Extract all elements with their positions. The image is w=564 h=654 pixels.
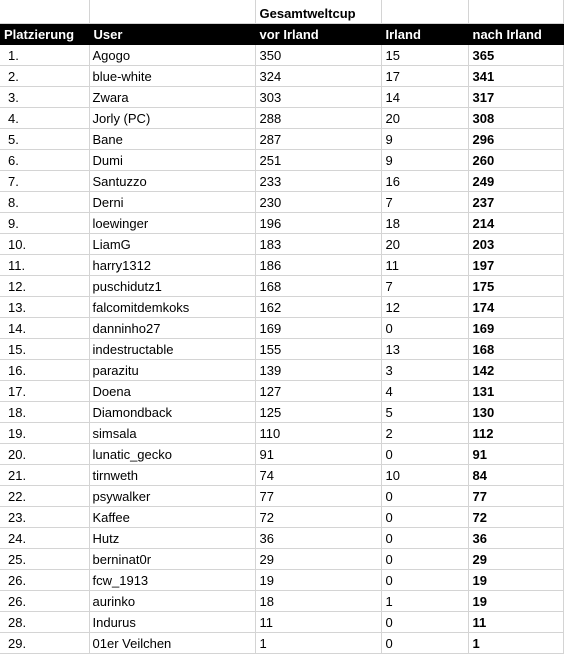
user-cell[interactable]: Indurus <box>89 612 255 633</box>
table-row <box>0 150 563 171</box>
user-cell[interactable]: psywalker <box>89 486 255 507</box>
rank-cell[interactable]: 24. <box>0 528 89 549</box>
vor-irland-cell[interactable]: 186 <box>255 255 381 276</box>
irland-cell[interactable]: 0 <box>381 444 468 465</box>
nach-irland-cell[interactable]: 169 <box>468 318 563 339</box>
table-row <box>0 234 563 255</box>
nach-irland-cell[interactable]: 36 <box>468 528 563 549</box>
user-cell[interactable]: Doena <box>89 381 255 402</box>
table-row <box>0 276 563 297</box>
rank-cell[interactable]: 2. <box>0 66 89 87</box>
table-row <box>0 171 563 192</box>
vor-irland-cell[interactable]: 74 <box>255 465 381 486</box>
header-user[interactable]: User <box>89 24 255 45</box>
irland-cell[interactable]: 0 <box>381 633 468 654</box>
irland-cell[interactable]: 0 <box>381 612 468 633</box>
irland-cell[interactable]: 7 <box>381 192 468 213</box>
group-title-cell[interactable]: Gesamtweltcup <box>255 0 381 24</box>
nach-irland-cell[interactable]: 84 <box>468 465 563 486</box>
vor-irland-cell[interactable]: 162 <box>255 297 381 318</box>
table-row <box>0 66 563 87</box>
vor-irland-cell[interactable]: 91 <box>255 444 381 465</box>
table-row <box>0 108 563 129</box>
table-row <box>0 528 563 549</box>
irland-cell[interactable]: 2 <box>381 423 468 444</box>
user-cell[interactable]: Santuzzo <box>89 171 255 192</box>
vor-irland-cell[interactable]: 77 <box>255 486 381 507</box>
table-row <box>0 339 563 360</box>
nach-irland-cell[interactable]: 112 <box>468 423 563 444</box>
user-cell[interactable]: simsala <box>89 423 255 444</box>
nach-irland-cell[interactable]: 237 <box>468 192 563 213</box>
irland-cell[interactable]: 0 <box>381 549 468 570</box>
nach-irland-cell[interactable]: 249 <box>468 171 563 192</box>
user-cell[interactable]: lunatic_gecko <box>89 444 255 465</box>
user-cell[interactable]: aurinko <box>89 591 255 612</box>
nach-irland-cell[interactable]: 260 <box>468 150 563 171</box>
table-row <box>0 297 563 318</box>
irland-cell[interactable]: 0 <box>381 570 468 591</box>
vor-irland-cell[interactable]: 324 <box>255 66 381 87</box>
nach-irland-cell[interactable]: 365 <box>468 45 563 66</box>
table-row <box>0 255 563 276</box>
vor-irland-cell[interactable]: 350 <box>255 45 381 66</box>
nach-irland-cell[interactable]: 1 <box>468 633 563 654</box>
nach-irland-cell[interactable]: 174 <box>468 297 563 318</box>
table-row <box>0 381 563 402</box>
vor-irland-cell[interactable]: 125 <box>255 402 381 423</box>
rank-cell[interactable]: 25. <box>0 549 89 570</box>
irland-cell[interactable]: 17 <box>381 66 468 87</box>
user-cell[interactable]: indestructable <box>89 339 255 360</box>
user-cell[interactable]: Diamondback <box>89 402 255 423</box>
nach-irland-cell[interactable]: 168 <box>468 339 563 360</box>
rank-cell[interactable]: 1. <box>0 45 89 66</box>
vor-irland-cell[interactable]: 29 <box>255 549 381 570</box>
rank-cell[interactable]: 28. <box>0 612 89 633</box>
vor-irland-cell[interactable]: 127 <box>255 381 381 402</box>
rank-cell[interactable]: 29. <box>0 633 89 654</box>
table-row <box>0 570 563 591</box>
rank-cell[interactable]: 20. <box>0 444 89 465</box>
rank-cell[interactable]: 15. <box>0 339 89 360</box>
vor-irland-cell[interactable]: 18 <box>255 591 381 612</box>
title-row <box>0 0 563 24</box>
vor-irland-cell[interactable]: 288 <box>255 108 381 129</box>
user-cell[interactable]: parazitu <box>89 360 255 381</box>
user-cell[interactable]: Bane <box>89 129 255 150</box>
nach-irland-cell[interactable]: 142 <box>468 360 563 381</box>
cell-d1[interactable] <box>381 0 468 24</box>
nach-irland-cell[interactable]: 341 <box>468 66 563 87</box>
user-cell[interactable]: berninat0r <box>89 549 255 570</box>
cell-b1[interactable] <box>89 0 255 24</box>
irland-cell[interactable]: 7 <box>381 276 468 297</box>
table-row <box>0 633 563 654</box>
vor-irland-cell[interactable]: 139 <box>255 360 381 381</box>
vor-irland-cell[interactable]: 110 <box>255 423 381 444</box>
cell-e1[interactable] <box>468 0 563 24</box>
rank-cell[interactable]: 4. <box>0 108 89 129</box>
table-row <box>0 318 563 339</box>
vor-irland-cell[interactable]: 1 <box>255 633 381 654</box>
rank-cell[interactable]: 21. <box>0 465 89 486</box>
irland-cell[interactable]: 4 <box>381 381 468 402</box>
user-cell[interactable]: Jorly (PC) <box>89 108 255 129</box>
irland-cell[interactable]: 12 <box>381 297 468 318</box>
user-cell[interactable]: tirnweth <box>89 465 255 486</box>
rank-cell[interactable]: 23. <box>0 507 89 528</box>
irland-cell[interactable]: 11 <box>381 255 468 276</box>
user-cell[interactable]: Zwara <box>89 87 255 108</box>
header-row <box>0 24 563 45</box>
vor-irland-cell[interactable]: 11 <box>255 612 381 633</box>
rank-cell[interactable]: 12. <box>0 276 89 297</box>
irland-cell[interactable]: 0 <box>381 528 468 549</box>
vor-irland-cell[interactable]: 287 <box>255 129 381 150</box>
nach-irland-cell[interactable]: 130 <box>468 402 563 423</box>
vor-irland-cell[interactable]: 19 <box>255 570 381 591</box>
rank-cell[interactable]: 19. <box>0 423 89 444</box>
table-row <box>0 192 563 213</box>
table-row <box>0 465 563 486</box>
table-row <box>0 213 563 234</box>
table-row <box>0 360 563 381</box>
nach-irland-cell[interactable]: 296 <box>468 129 563 150</box>
rank-cell[interactable]: 11. <box>0 255 89 276</box>
irland-cell[interactable]: 16 <box>381 171 468 192</box>
nach-irland-cell[interactable]: 131 <box>468 381 563 402</box>
rank-cell[interactable]: 3. <box>0 87 89 108</box>
cell-a1[interactable] <box>0 0 89 24</box>
user-cell[interactable]: Hutz <box>89 528 255 549</box>
vor-irland-cell[interactable]: 155 <box>255 339 381 360</box>
user-cell[interactable]: Derni <box>89 192 255 213</box>
table-row <box>0 129 563 150</box>
rank-cell[interactable]: 13. <box>0 297 89 318</box>
user-cell[interactable]: LiamG <box>89 234 255 255</box>
user-cell[interactable]: falcomitdemkoks <box>89 297 255 318</box>
nach-irland-cell[interactable]: 91 <box>468 444 563 465</box>
rank-cell[interactable]: 10. <box>0 234 89 255</box>
header-vor-irland[interactable]: vor Irland <box>255 24 381 45</box>
user-cell[interactable]: Kaffee <box>89 507 255 528</box>
rank-cell[interactable]: 9. <box>0 213 89 234</box>
nach-irland-cell[interactable]: 72 <box>468 507 563 528</box>
user-cell[interactable]: loewinger <box>89 213 255 234</box>
user-cell[interactable]: Agogo <box>89 45 255 66</box>
irland-cell[interactable]: 20 <box>381 234 468 255</box>
nach-irland-cell[interactable]: 197 <box>468 255 563 276</box>
nach-irland-cell[interactable]: 203 <box>468 234 563 255</box>
rank-cell[interactable]: 16. <box>0 360 89 381</box>
irland-cell[interactable]: 1 <box>381 591 468 612</box>
vor-irland-cell[interactable]: 303 <box>255 87 381 108</box>
header-platzierung[interactable]: Platzierung <box>0 24 89 45</box>
rank-cell[interactable]: 17. <box>0 381 89 402</box>
irland-cell[interactable]: 0 <box>381 486 468 507</box>
table-row <box>0 444 563 465</box>
header-irland[interactable]: Irland <box>381 24 468 45</box>
vor-irland-cell[interactable]: 230 <box>255 192 381 213</box>
table-row <box>0 402 563 423</box>
vor-irland-cell[interactable]: 36 <box>255 528 381 549</box>
irland-cell[interactable]: 3 <box>381 360 468 381</box>
vor-irland-cell[interactable]: 251 <box>255 150 381 171</box>
rank-cell[interactable]: 26. <box>0 570 89 591</box>
irland-cell[interactable]: 13 <box>381 339 468 360</box>
rank-cell[interactable]: 22. <box>0 486 89 507</box>
nach-irland-cell[interactable]: 214 <box>468 213 563 234</box>
rank-cell[interactable]: 26. <box>0 591 89 612</box>
nach-irland-cell[interactable]: 175 <box>468 276 563 297</box>
user-cell[interactable]: harry1312 <box>89 255 255 276</box>
vor-irland-cell[interactable]: 72 <box>255 507 381 528</box>
nach-irland-cell[interactable]: 19 <box>468 591 563 612</box>
irland-cell[interactable]: 9 <box>381 150 468 171</box>
user-cell[interactable]: Dumi <box>89 150 255 171</box>
irland-cell[interactable]: 0 <box>381 318 468 339</box>
vor-irland-cell[interactable]: 168 <box>255 276 381 297</box>
table-row <box>0 486 563 507</box>
vor-irland-cell[interactable]: 196 <box>255 213 381 234</box>
vor-irland-cell[interactable]: 183 <box>255 234 381 255</box>
nach-irland-cell[interactable]: 11 <box>468 612 563 633</box>
irland-cell[interactable]: 5 <box>381 402 468 423</box>
irland-cell[interactable]: 18 <box>381 213 468 234</box>
table-row <box>0 423 563 444</box>
rank-cell[interactable]: 7. <box>0 171 89 192</box>
table-row <box>0 87 563 108</box>
table-row <box>0 612 563 633</box>
rank-cell[interactable]: 8. <box>0 192 89 213</box>
irland-cell[interactable]: 14 <box>381 87 468 108</box>
nach-irland-cell[interactable]: 317 <box>468 87 563 108</box>
user-cell[interactable]: puschidutz1 <box>89 276 255 297</box>
user-cell[interactable]: fcw_1913 <box>89 570 255 591</box>
rank-cell[interactable]: 5. <box>0 129 89 150</box>
irland-cell[interactable]: 0 <box>381 507 468 528</box>
nach-irland-cell[interactable]: 77 <box>468 486 563 507</box>
nach-irland-cell[interactable]: 19 <box>468 570 563 591</box>
irland-cell[interactable]: 9 <box>381 129 468 150</box>
vor-irland-cell[interactable]: 233 <box>255 171 381 192</box>
user-cell[interactable]: blue-white <box>89 66 255 87</box>
nach-irland-cell[interactable]: 29 <box>468 549 563 570</box>
irland-cell[interactable]: 10 <box>381 465 468 486</box>
vor-irland-cell[interactable]: 169 <box>255 318 381 339</box>
table-row <box>0 549 563 570</box>
user-cell[interactable]: danninho27 <box>89 318 255 339</box>
irland-cell[interactable]: 15 <box>381 45 468 66</box>
rank-cell[interactable]: 18. <box>0 402 89 423</box>
table-row <box>0 45 563 66</box>
header-nach-irland[interactable]: nach Irland <box>468 24 563 45</box>
user-cell[interactable]: 01er Veilchen <box>89 633 255 654</box>
rank-cell[interactable]: 14. <box>0 318 89 339</box>
table-row <box>0 591 563 612</box>
irland-cell[interactable]: 20 <box>381 108 468 129</box>
table-row <box>0 507 563 528</box>
nach-irland-cell[interactable]: 308 <box>468 108 563 129</box>
rank-cell[interactable]: 6. <box>0 150 89 171</box>
